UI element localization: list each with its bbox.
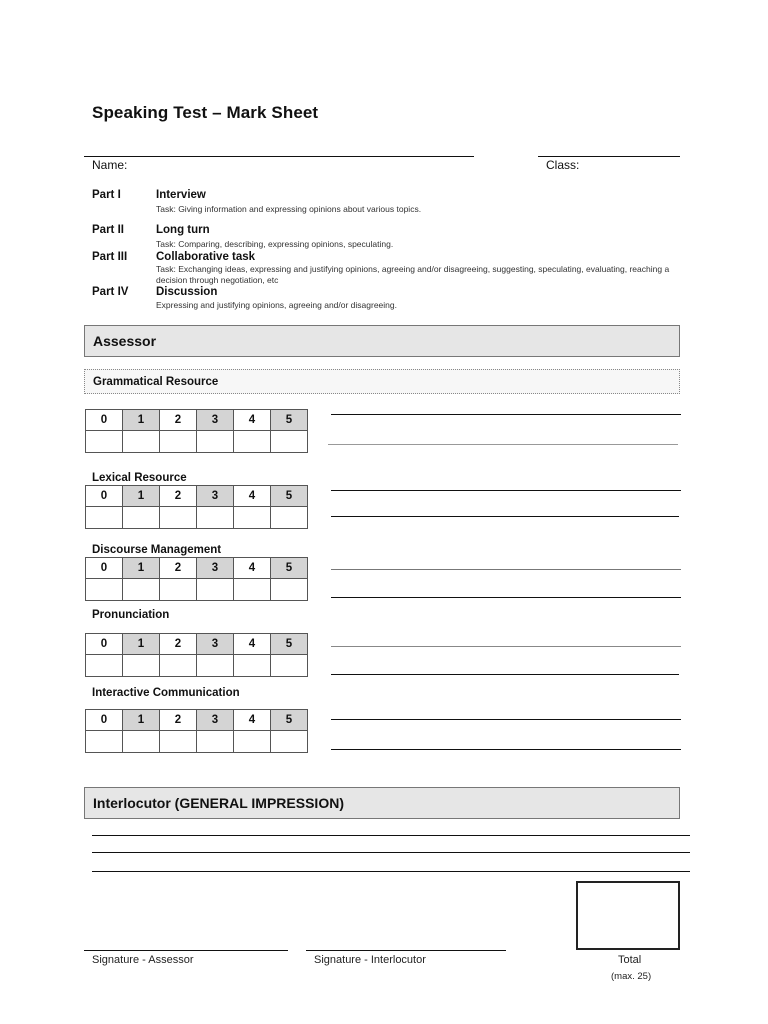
score-1[interactable]: 1 [123, 558, 160, 579]
score-4[interactable]: 4 [234, 486, 271, 507]
score-table-discourse-management [85, 557, 308, 601]
score-0[interactable]: 0 [86, 486, 123, 507]
score-4[interactable]: 4 [234, 558, 271, 579]
score-2[interactable]: 2 [160, 410, 197, 431]
impression-line[interactable] [92, 835, 690, 836]
mark-cell[interactable] [160, 579, 197, 601]
mark-cell[interactable] [197, 431, 234, 453]
assessor-heading: Assessor [84, 325, 680, 357]
comment-line[interactable] [331, 490, 681, 491]
score-3[interactable]: 3 [197, 558, 234, 579]
signature-assessor-label: Signature - Assessor [92, 954, 194, 966]
criterion-grammatical-resource-label: Grammatical Resource [84, 369, 680, 394]
score-5[interactable]: 5 [271, 710, 308, 731]
score-table-interactive-communication [85, 709, 308, 753]
impression-line[interactable] [92, 852, 690, 853]
mark-cell[interactable] [197, 731, 234, 753]
name-label: Name: [92, 158, 128, 172]
mark-cell[interactable] [123, 579, 160, 601]
total-max-label: (max. 25) [611, 971, 652, 982]
score-1[interactable]: 1 [123, 710, 160, 731]
part-1-name: Interview [156, 189, 206, 201]
comment-line[interactable] [331, 674, 679, 675]
mark-cell[interactable] [271, 431, 308, 453]
comment-line[interactable] [331, 569, 681, 570]
comment-line[interactable] [331, 597, 681, 598]
mark-cell[interactable] [160, 507, 197, 529]
mark-cell[interactable] [234, 579, 271, 601]
score-0[interactable]: 0 [86, 410, 123, 431]
comment-line[interactable] [331, 414, 681, 415]
part-3-task: Task: Exchanging ideas, expressing and justifying opinions, agreeing and/or disagreeing, suggesting, speculating, evaluating, reaching a decision through negotiation, etc [156, 264, 670, 285]
score-table-grammatical-resource [85, 409, 308, 453]
mark-cell[interactable] [197, 655, 234, 677]
score-3[interactable]: 3 [197, 410, 234, 431]
score-3[interactable]: 3 [197, 486, 234, 507]
comment-line[interactable] [331, 749, 681, 750]
comment-line[interactable] [331, 719, 681, 720]
score-0[interactable]: 0 [86, 558, 123, 579]
mark-cell[interactable] [86, 431, 123, 453]
score-2[interactable]: 2 [160, 486, 197, 507]
criterion-lexical-resource-label: Lexical Resource [92, 472, 187, 484]
mark-cell[interactable] [234, 431, 271, 453]
part-4-name: Discussion [156, 286, 218, 298]
interlocutor-heading: Interlocutor (GENERAL IMPRESSION) [84, 787, 680, 819]
signature-interlocutor-label: Signature - Interlocutor [314, 954, 426, 966]
part-4-label: Part IV [92, 286, 129, 298]
score-5[interactable]: 5 [271, 486, 308, 507]
mark-cell[interactable] [234, 655, 271, 677]
mark-cell[interactable] [271, 655, 308, 677]
part-2-label: Part II [92, 224, 124, 236]
mark-cell[interactable] [86, 731, 123, 753]
mark-cell[interactable] [86, 579, 123, 601]
score-4[interactable]: 4 [234, 410, 271, 431]
score-table-pronunciation [85, 633, 308, 677]
mark-cell[interactable] [86, 507, 123, 529]
class-label: Class: [546, 158, 580, 172]
part-1-task: Task: Giving information and expressing opinions about various topics. [156, 204, 422, 214]
criterion-interactive-communication-label: Interactive Communication [92, 687, 240, 699]
comment-line[interactable] [331, 646, 681, 647]
score-4[interactable]: 4 [234, 710, 271, 731]
score-table-lexical-resource [85, 485, 308, 529]
score-2[interactable]: 2 [160, 634, 197, 655]
mark-cell[interactable] [234, 507, 271, 529]
criterion-pronunciation-label: Pronunciation [92, 609, 170, 621]
part-1-label: Part I [92, 189, 121, 201]
mark-cell[interactable] [160, 731, 197, 753]
comment-line[interactable] [328, 444, 678, 445]
part-3-label: Part III [92, 251, 128, 263]
name-underline [84, 156, 474, 157]
score-2[interactable]: 2 [160, 710, 197, 731]
score-5[interactable]: 5 [271, 410, 308, 431]
comment-line[interactable] [331, 516, 679, 517]
score-1[interactable]: 1 [123, 486, 160, 507]
score-2[interactable]: 2 [160, 558, 197, 579]
mark-cell[interactable] [271, 579, 308, 601]
mark-cell[interactable] [234, 731, 271, 753]
criterion-discourse-management-label: Discourse Management [92, 544, 222, 556]
part-2-task: Task: Comparing, describing, expressing opinions, speculating. [156, 239, 394, 249]
total-label: Total [618, 954, 642, 966]
score-5[interactable]: 5 [271, 558, 308, 579]
mark-cell[interactable] [271, 507, 308, 529]
mark-cell[interactable] [160, 655, 197, 677]
part-4-task: Expressing and justifying opinions, agreeing and/or disagreeing. [156, 300, 397, 310]
mark-cell[interactable] [123, 731, 160, 753]
mark-cell[interactable] [197, 507, 234, 529]
score-4[interactable]: 4 [234, 634, 271, 655]
score-3[interactable]: 3 [197, 710, 234, 731]
score-3[interactable]: 3 [197, 634, 234, 655]
impression-line[interactable] [92, 871, 690, 872]
score-1[interactable]: 1 [123, 410, 160, 431]
signature-assessor-line[interactable] [84, 950, 288, 951]
signature-interlocutor-line[interactable] [306, 950, 506, 951]
score-5[interactable]: 5 [271, 634, 308, 655]
page-title: Speaking Test – Mark Sheet [92, 103, 319, 122]
part-3-name: Collaborative task [156, 251, 256, 263]
score-0[interactable]: 0 [86, 710, 123, 731]
mark-cell[interactable] [123, 507, 160, 529]
score-1[interactable]: 1 [123, 634, 160, 655]
mark-cell[interactable] [86, 655, 123, 677]
mark-cell[interactable] [123, 655, 160, 677]
part-2-name: Long turn [156, 224, 210, 236]
mark-cell[interactable] [271, 731, 308, 753]
class-underline [538, 156, 680, 157]
mark-cell[interactable] [197, 579, 234, 601]
score-0[interactable]: 0 [86, 634, 123, 655]
mark-cell[interactable] [160, 431, 197, 453]
total-box[interactable] [576, 881, 680, 950]
mark-cell[interactable] [123, 431, 160, 453]
